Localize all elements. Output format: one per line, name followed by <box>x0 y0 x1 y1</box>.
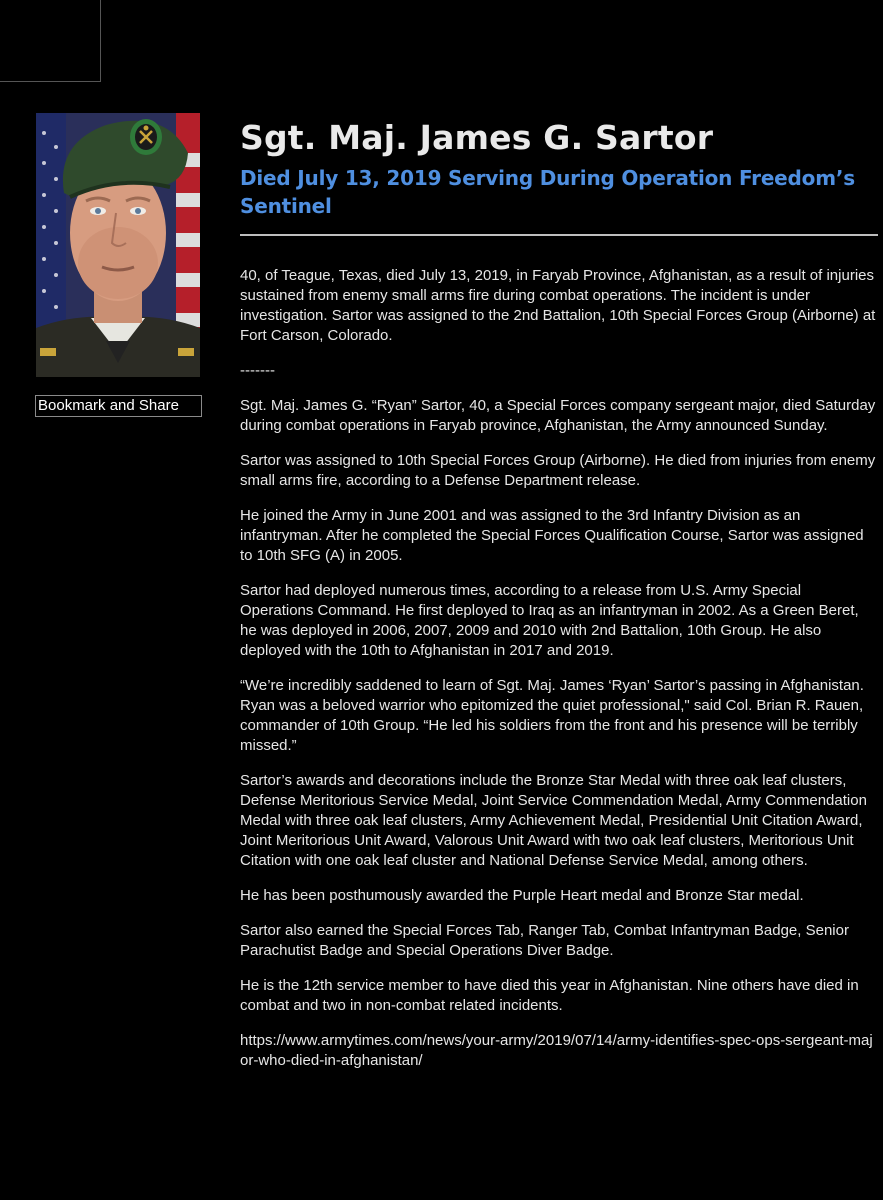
article-paragraph: He joined the Army in June 2001 and was assigned to the 3rd Infantry Division as an infantryman. After he completed the Special Forces Qualification Course, Sartor was assigned to 10th SFG (A) in 2005. <box>240 507 864 564</box>
article-separator: ------- <box>240 362 275 379</box>
article-body <box>240 266 878 1071</box>
article-paragraph: Sartor also earned the Special Forces Tab, Ranger Tab, Combat Infantryman Badge, Senior Parachutist Badge and Special Operations Diver Badge. <box>240 922 849 959</box>
article-quote-paragraph: “We’re incredibly saddened to learn of Sgt. Maj. James ‘Ryan’ Sartor’s passing in Afghanistan. Ryan was a beloved warrior who epitomized the quiet professional," said Col. Brian R. Rauen, commander of 10th Group. “He led his soldiers from the front and his presence will be terribly missed.” <box>240 677 864 754</box>
article-paragraph: Sartor’s awards and decorations include the Bronze Star Medal with three oak leaf clusters, Defense Meritorious Service Medal, Joint Service Commendation Medal, Army Commendation Medal with three oak leaf clusters, Army Achievement Medal, Presidential Unit Citation Award, Joint Meritorious Unit Award, Valorous Unit Award with two oak leaf clusters, Meritorious Unit Citation with one oak leaf cluster and National Defense Service Medal, among others. <box>240 772 867 869</box>
article-paragraph: Sgt. Maj. James G. “Ryan” Sartor, 40, a Special Forces company sergeant major, died Saturday during combat operations in Faryab province, Afghanistan, the Army announced Sunday. <box>240 397 876 434</box>
article-paragraph: He has been posthumously awarded the Purple Heart medal and Bronze Star medal. <box>240 887 804 904</box>
article-paragraph: Sartor had deployed numerous times, according to a release from U.S. Army Special Operations Command. He first deployed to Iraq as an infantryman in 2002. As a Green Beret, he was deployed in 2006, 2007, 2009 and 2010 with 2nd Battalion, 10th Group. He also deployed with the 10th to Afghanistan in 2017 and 2019. <box>240 582 859 659</box>
page-title: Sgt. Maj. James G. Sartor <box>240 118 714 157</box>
title-divider <box>240 234 878 236</box>
soldier-portrait-photo <box>36 113 200 377</box>
article-paragraph: He is the 12th service member to have died this year in Afghanistan. Nine others have died in combat and two in non-combat related incidents. <box>240 977 859 1014</box>
page-subtitle: Died July 13, 2019 Serving During Operation Freedom’s Sentinel <box>240 166 855 218</box>
article-paragraph: 40, of Teague, Texas, died July 13, 2019, in Faryab Province, Afghanistan, as a result of injuries sustained from enemy small arms fire during combat operations. The incident is under investigation. Sartor was assigned to the 2nd Battalion, 10th Special Forces Group (Airborne) at Fort Carson, Colorado. <box>240 267 876 344</box>
bookmark-and-share-button[interactable]: Bookmark and Share <box>35 395 202 417</box>
source-link[interactable]: https://www.armytimes.com/news/your-army/2019/07/14/army-identifies-spec-ops-sergeant-major-who-died-in-afghanistan/ <box>240 1032 873 1069</box>
corner-frame <box>0 0 101 82</box>
article-paragraph: Sartor was assigned to 10th Special Forces Group (Airborne). He died from injuries from enemy small arms fire, according to a Defense Department release. <box>240 452 876 489</box>
memorial-content <box>240 114 878 1086</box>
